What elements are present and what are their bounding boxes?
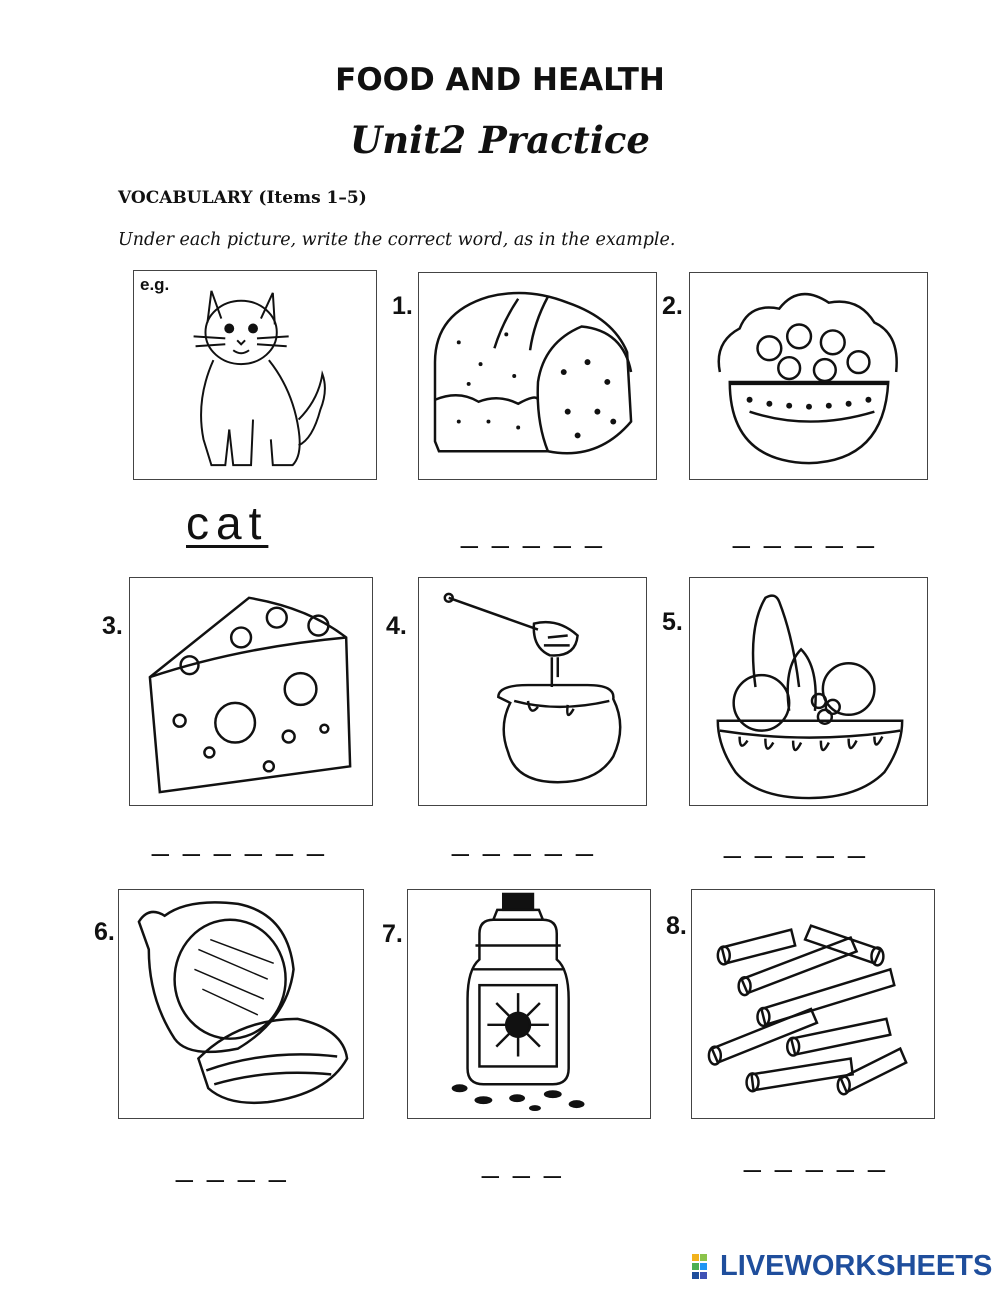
item-number-2: 2. <box>662 292 683 320</box>
item-number-4: 4. <box>386 612 407 640</box>
item-number-6: 6. <box>94 918 115 946</box>
answer-blanks-4[interactable]: _ _ _ _ _ <box>452 824 596 857</box>
pasta-picture <box>692 890 934 1118</box>
item-number-5: 5. <box>662 608 683 636</box>
item-number-7: 7. <box>382 920 403 948</box>
cheese-picture <box>130 578 372 805</box>
worksheet-subtitle: Unit2 Practice <box>350 118 650 162</box>
picture-frame-6 <box>118 889 364 1119</box>
picture-frame-4 <box>418 577 647 806</box>
worksheet-title: FOOD AND HEALTH <box>335 62 665 98</box>
ham-picture <box>119 890 363 1118</box>
picture-frame-7 <box>407 889 651 1119</box>
liveworksheets-logo-text: LIVEWORKSHEETS <box>720 1250 993 1282</box>
cat-picture <box>134 271 376 479</box>
picture-frame-3 <box>129 577 373 806</box>
example-answer: cat <box>186 497 269 549</box>
salad-picture <box>690 273 927 479</box>
instructions: Under each picture, write the correct word, as in the example. <box>118 230 676 250</box>
answer-blanks-7[interactable]: _ _ _ <box>482 1146 564 1179</box>
item-number-8: 8. <box>666 912 687 940</box>
picture-frame-example <box>133 270 377 480</box>
section-heading: VOCABULARY (Items 1–5) <box>118 188 367 208</box>
picture-frame-5 <box>689 577 928 806</box>
liveworksheets-logo[interactable] <box>692 1250 992 1283</box>
answer-blanks-2[interactable]: _ _ _ _ _ <box>733 516 877 549</box>
picture-frame-1 <box>418 272 657 480</box>
answer-blanks-1[interactable]: _ _ _ _ _ <box>461 516 605 549</box>
item-number-3: 3. <box>102 612 123 640</box>
answer-blanks-6[interactable]: _ _ _ _ <box>176 1150 289 1183</box>
fruit-bowl-picture <box>690 578 927 805</box>
oil-bottle-picture <box>408 890 650 1118</box>
example-label: e.g. <box>140 275 170 294</box>
picture-frame-2 <box>689 272 928 480</box>
honey-picture <box>419 578 646 805</box>
liveworksheets-logo-icon <box>692 1254 716 1280</box>
picture-frame-8 <box>691 889 935 1119</box>
bread-picture <box>419 273 656 479</box>
answer-blanks-8[interactable]: _ _ _ _ _ <box>744 1140 888 1173</box>
answer-blanks-3[interactable]: _ _ _ _ _ _ <box>152 824 327 857</box>
item-number-1: 1. <box>392 292 413 320</box>
answer-blanks-5[interactable]: _ _ _ _ _ <box>724 826 868 859</box>
